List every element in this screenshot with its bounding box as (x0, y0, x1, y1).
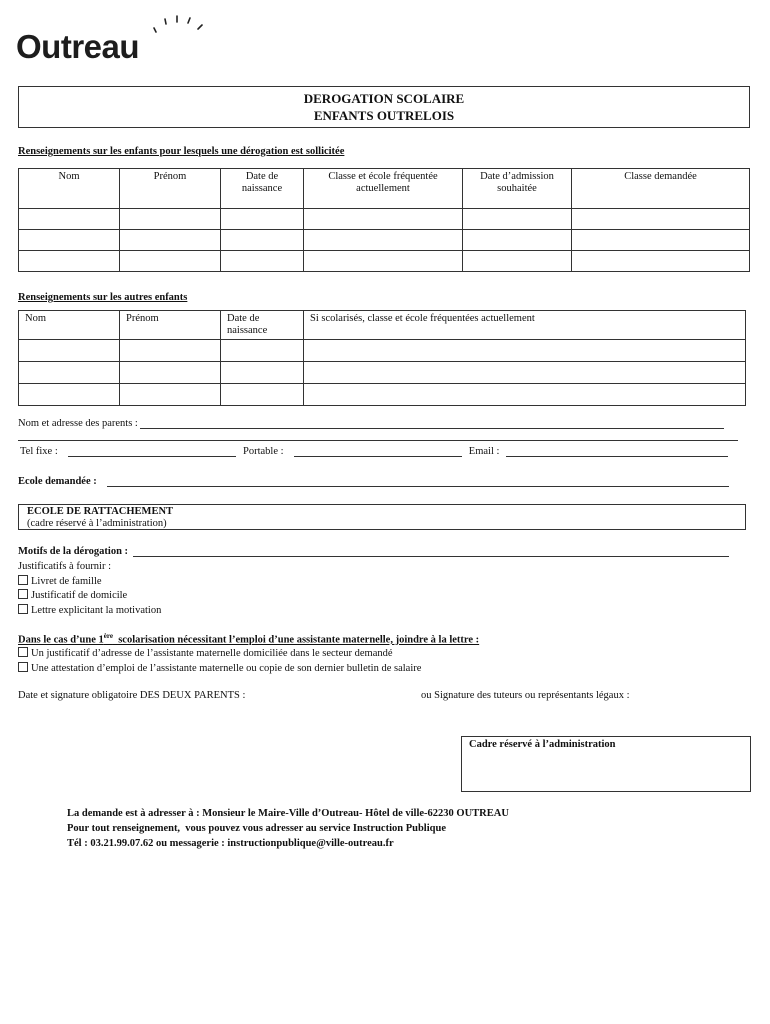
ecole-label: Ecole demandée : (18, 476, 97, 487)
table-row (19, 340, 746, 362)
table-row (19, 230, 750, 251)
parents-line-2[interactable] (18, 440, 738, 441)
footer-line-2: Pour tout renseignement, vous pouvez vous adresser au service Instruction Publique (67, 823, 446, 834)
col-scolarises: Si scolarisés, classe et école fréquentées actuellement (304, 311, 746, 340)
portable-line[interactable] (294, 446, 462, 457)
signature-tuteurs: ou Signature des tuteurs ou représentants légaux : (421, 690, 630, 701)
table-row (19, 251, 750, 272)
tel-line[interactable] (68, 446, 236, 457)
checkbox-icon[interactable] (18, 647, 28, 657)
logo-text: Outreau (16, 28, 140, 65)
ecole-line[interactable] (107, 476, 729, 487)
rattachement-box (18, 504, 746, 530)
col-classe-ecole: Classe et école fréquentée actuellement (304, 169, 463, 209)
rattachement-title: ECOLE DE RATTACHEMENT (27, 506, 174, 517)
children-table (18, 168, 750, 272)
motifs-label: Motifs de la dérogation : (18, 546, 129, 557)
col-classe-demandee: Classe demandée (572, 169, 750, 209)
parents-line[interactable] (140, 418, 724, 429)
checkbox-icon[interactable] (18, 575, 28, 585)
title-line-2: ENFANTS OUTRELOIS (313, 108, 455, 123)
list-item: Livret de famille (18, 575, 161, 590)
section1-heading: Renseignements sur les enfants pour lesquels une dérogation est sollicitée (18, 146, 345, 157)
col-date-admission: Date d’admission souhaitée (463, 169, 572, 209)
parents-field[interactable] (18, 418, 724, 429)
email-line[interactable] (506, 446, 728, 457)
footer-info (67, 806, 509, 851)
sun-rays-icon (146, 14, 218, 38)
footer-line-3: Tél : 03.21.99.07.62 ou messagerie : instructionpublique@ville-outreau.fr (67, 838, 394, 849)
motifs-field[interactable] (18, 546, 729, 557)
justificatifs-list (18, 560, 161, 618)
col-nom: Nom (19, 169, 120, 209)
admin-box-title: Cadre réservé à l’administration (469, 739, 616, 750)
tel-label: Tel fixe : (20, 446, 58, 457)
col-nom: Nom (19, 311, 120, 340)
table-row (19, 362, 746, 384)
rattachement-note: (cadre réservé à l’administration) (27, 518, 167, 529)
list-item: Justificatif de domicile (18, 589, 161, 604)
signature-parents: Date et signature obligatoire DES DEUX PARENTS : (18, 690, 246, 701)
checkbox-icon[interactable] (18, 604, 28, 614)
checkbox-icon[interactable] (18, 589, 28, 599)
email-label: Email : (468, 446, 500, 457)
list-item: Un justificatif d’adresse de l’assistante maternelle domiciliée dans le secteur demandé (18, 647, 421, 662)
col-date-naissance: Date de naissance (221, 169, 304, 209)
outreau-logo (16, 14, 206, 64)
parents-label: Nom et adresse des parents : (18, 418, 138, 429)
title-line-1: DEROGATION SCOLAIRE (303, 91, 465, 106)
list-item: Une attestation d’emploi de l’assistante maternelle ou copie de son dernier bulletin de salaire (18, 662, 421, 677)
assistante-list (18, 647, 421, 676)
justificatifs-label: Justificatifs à fournir : (18, 561, 112, 572)
phone-fields (20, 446, 728, 457)
checkbox-icon[interactable] (18, 662, 28, 672)
table-row (19, 209, 750, 230)
portable-label: Portable : (243, 446, 284, 457)
motifs-line[interactable] (133, 546, 729, 557)
ecole-field[interactable] (18, 476, 729, 487)
assistante-heading: Dans le cas d’une 1ère scolarisation nécessitant l’emploi d’une assistante maternelle, joindre à la lettre : (18, 632, 480, 646)
table-row (19, 384, 746, 406)
section2-heading: Renseignements sur les autres enfants (18, 292, 188, 303)
list-item: Lettre explicitant la motivation (18, 604, 161, 619)
col-prenom: Prénom (120, 169, 221, 209)
other-children-table (18, 310, 746, 406)
col-date-naissance: Date de naissance (221, 311, 304, 340)
footer-line-1: La demande est à adresser à : Monsieur le Maire-Ville d’Outreau- Hôtel de ville-62230 OUTREAU (67, 808, 509, 819)
col-prenom: Prénom (120, 311, 221, 340)
admin-box (461, 736, 751, 792)
title-box (18, 86, 750, 128)
